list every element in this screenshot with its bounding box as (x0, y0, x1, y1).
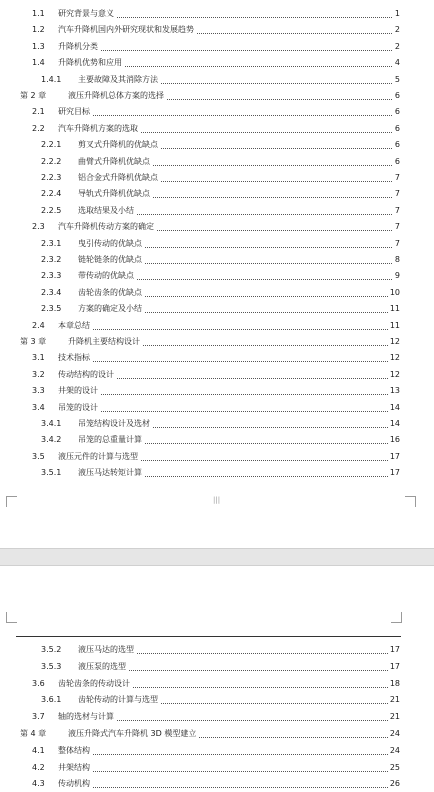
toc-entry-title: 研究目标 (58, 104, 92, 120)
toc-entry[interactable] (0, 676, 434, 692)
toc-entry-title: 齿轮传动的计算与选型 (78, 692, 160, 708)
toc-entry-number: 第 2 章 (20, 91, 47, 100)
toc-entry-number: 2.3.2 (41, 255, 62, 264)
toc-entry-title: 液压升降机总体方案的选择 (68, 88, 166, 104)
page-split-handle[interactable]: ||| (213, 496, 221, 504)
toc-entry[interactable] (0, 642, 434, 658)
toc-page-number: 17 (388, 642, 400, 658)
toc-page-number: 14 (388, 416, 400, 432)
toc-page-number: 12 (388, 367, 400, 383)
toc-page-number: 1 (393, 6, 400, 22)
toc-page-number: 7 (393, 236, 400, 252)
toc-entry[interactable] (0, 170, 434, 186)
toc-entry-number: 2.4 (32, 320, 45, 330)
toc-page-number: 11 (388, 318, 400, 334)
toc-entry-title: 主要故障及其消除方法 (78, 72, 160, 88)
toc-entry[interactable] (0, 301, 434, 317)
toc-dot-leader (58, 394, 398, 395)
toc-entry-number: 3.5 (32, 451, 45, 461)
toc-page-number: 8 (393, 252, 400, 268)
toc-entry[interactable] (0, 776, 434, 792)
toc-entry[interactable] (0, 350, 434, 366)
toc-entry-number: 2.3.4 (41, 287, 62, 297)
toc-entry[interactable] (0, 449, 434, 465)
page-gap (0, 548, 434, 566)
toc-entry-number: 3.3 (32, 386, 45, 396)
toc-entry-title: 吊笼的总重量计算 (78, 432, 144, 448)
toc-entry-number: 3.1 (32, 353, 45, 363)
toc-page-number: 17 (388, 465, 400, 481)
toc-entry-title: 本章总结 (58, 318, 92, 334)
toc-entry-number: 3.6.1 (41, 695, 62, 705)
toc-entry-number: 2.3.5 (41, 304, 62, 314)
page-corner-mark (391, 612, 402, 623)
toc-entry-title: 曲臂式升降机优缺点 (78, 154, 152, 170)
toc-page-number: 17 (388, 449, 400, 465)
toc-page-number: 16 (388, 432, 400, 448)
toc-entry[interactable] (0, 154, 434, 170)
toc-entry-title: 导轨式升降机优缺点 (78, 186, 152, 202)
toc-entry[interactable] (0, 252, 434, 268)
header-rule (16, 636, 401, 637)
toc-page-number: 12 (388, 334, 400, 350)
toc-page-number: 2 (393, 22, 400, 38)
toc-entry-number: 2.2.3 (41, 173, 62, 182)
toc-entry-number: 2.3.3 (41, 271, 62, 281)
toc-entry-title: 带传动的优缺点 (78, 268, 136, 284)
toc-entry-title: 传动结构的设计 (58, 367, 116, 383)
toc-page-number: 9 (393, 268, 400, 284)
toc-page-number: 26 (388, 776, 400, 792)
toc-entry-number: 1.1 (32, 9, 45, 18)
toc-entry[interactable] (0, 383, 434, 399)
toc-entry[interactable] (0, 400, 434, 416)
toc-entry-number: 2.3 (32, 222, 45, 232)
toc-dot-leader (58, 787, 398, 788)
toc-entry[interactable] (0, 416, 434, 432)
toc-entry[interactable] (0, 72, 434, 88)
toc-entry[interactable] (0, 659, 434, 675)
toc-page-number: 7 (393, 203, 400, 219)
toc-entry-title: 液压马达转矩计算 (78, 465, 144, 481)
toc-entry-title: 井架结构 (58, 760, 92, 776)
toc-entry-number: 第 4 章 (20, 729, 47, 738)
toc-entry-number: 2.2.4 (41, 189, 62, 199)
toc-entry[interactable] (0, 55, 434, 71)
toc-entry[interactable] (0, 268, 434, 284)
toc-entry[interactable] (0, 367, 434, 383)
toc-entry-number: 2.2 (32, 123, 45, 133)
toc-dot-leader (58, 115, 398, 116)
toc-entry-title: 井架的设计 (58, 383, 100, 399)
toc-entry-title: 轴的选材与计算 (58, 709, 116, 725)
toc-entry-number: 3.4.1 (41, 419, 62, 428)
toc-entry[interactable] (0, 88, 434, 104)
toc-entry-title: 整体结构 (58, 743, 92, 759)
toc-entry-number: 3.2 (32, 369, 45, 379)
toc-page-number: 21 (388, 692, 400, 708)
toc-page-number: 11 (388, 301, 400, 317)
toc-entry[interactable] (0, 236, 434, 252)
toc-entry-number: 1.2 (32, 25, 45, 35)
toc-entry[interactable] (0, 186, 434, 202)
toc-entry-title: 液压马达的选型 (78, 642, 136, 658)
toc-entry[interactable] (0, 285, 434, 301)
toc-dot-leader (58, 754, 398, 755)
toc-page-number: 6 (393, 154, 400, 170)
toc-entry-number: 4.2 (32, 762, 45, 772)
toc-dot-leader (58, 329, 398, 330)
toc-entry-number: 1.4 (32, 58, 45, 68)
toc-entry-number: 4.3 (32, 779, 45, 789)
toc-page-number: 5 (393, 72, 400, 88)
toc-entry-title: 剪叉式升降机的优缺点 (78, 137, 160, 153)
toc-entry-number: 3.7 (32, 712, 45, 722)
toc-entry-number: 1.3 (32, 41, 45, 51)
page-corner-mark (6, 496, 17, 507)
toc-entry-number: 2.2.1 (41, 140, 62, 150)
toc-entry[interactable] (0, 760, 434, 776)
toc-entry[interactable] (0, 743, 434, 759)
toc-entry-title: 汽车升降机国内外研究现状和发展趋势 (58, 22, 196, 38)
toc-entry-number: 3.4 (32, 402, 45, 412)
toc-entry-title: 齿轮齿条的传动设计 (58, 676, 132, 692)
toc-entry-title: 吊笼的设计 (58, 400, 100, 416)
toc-entry-title: 升降机主要结构设计 (68, 334, 142, 350)
toc-entry-number: 3.4.2 (41, 435, 62, 445)
document-page-2 (0, 566, 434, 787)
toc-entry[interactable] (0, 219, 434, 235)
toc-entry-number: 4.1 (32, 745, 45, 755)
toc-entry-title: 传动机构 (58, 776, 92, 792)
toc-page-number: 10 (388, 285, 400, 301)
toc-entry[interactable] (0, 104, 434, 120)
toc-entry-title: 技术指标 (58, 350, 92, 366)
toc-page-number: 6 (393, 137, 400, 153)
toc-page-number: 6 (393, 121, 400, 137)
toc-entry-title: 升降机分类 (58, 39, 100, 55)
toc-entry-title: 吊笼结构设计及选材 (78, 416, 152, 432)
toc-entry-title: 方案的确定及小结 (78, 301, 144, 317)
page-corner-mark (405, 496, 416, 507)
toc-page-number: 18 (388, 676, 400, 692)
toc-entry-number: 2.2.2 (41, 156, 62, 166)
toc-entry[interactable] (0, 692, 434, 708)
toc-entry-number: 1.4.1 (41, 74, 62, 84)
toc-entry-number: 第 3 章 (20, 337, 47, 346)
toc-page-number: 4 (393, 55, 400, 71)
toc-entry-title: 升降机优势和应用 (58, 55, 124, 71)
toc-entry-number: 3.5.1 (41, 468, 62, 478)
toc-dot-leader (58, 411, 398, 412)
toc-entry-title: 研究背景与意义 (58, 6, 116, 22)
toc-entry[interactable] (0, 432, 434, 448)
toc-entry-title: 齿轮齿条的优缺点 (78, 285, 144, 301)
toc-page-number: 7 (393, 170, 400, 186)
toc-entry-title: 汽车升降机方案的选取 (58, 121, 140, 137)
toc-entry[interactable] (0, 6, 434, 22)
toc-page-number: 24 (388, 726, 400, 742)
toc-entry-number: 2.3.1 (41, 238, 62, 248)
toc-page-number: 17 (388, 659, 400, 675)
toc-page-number: 24 (388, 743, 400, 759)
toc-page-number: 25 (388, 760, 400, 776)
toc-entry[interactable] (0, 203, 434, 219)
toc-page-number: 6 (393, 104, 400, 120)
toc-page-number: 7 (393, 219, 400, 235)
toc-entry-title: 液压升降式汽车升降机 3D 模型建立 (68, 726, 198, 742)
toc-entry-title: 选取结果及小结 (78, 203, 136, 219)
toc-page-number: 13 (388, 383, 400, 399)
toc-entry-title: 链轮链条的优缺点 (78, 252, 144, 268)
toc-entry-number: 3.5.3 (41, 661, 62, 671)
toc-entry-title: 液压元件的计算与选型 (58, 449, 140, 465)
toc-entry[interactable] (0, 22, 434, 38)
toc-dot-leader (58, 361, 398, 362)
toc-entry[interactable] (0, 709, 434, 725)
toc-entry[interactable] (0, 318, 434, 334)
toc-entry-title: 铝合金式升降机优缺点 (78, 170, 160, 186)
toc-page-number: 14 (388, 400, 400, 416)
toc-dot-leader (58, 50, 398, 51)
toc-entry[interactable] (0, 465, 434, 481)
toc-dot-leader (58, 771, 398, 772)
toc-entry[interactable] (0, 726, 434, 742)
toc-entry-title: 汽车升降机传动方案的确定 (58, 219, 156, 235)
toc-entry-number: 2.2.5 (41, 205, 62, 215)
toc-entry[interactable] (0, 121, 434, 137)
toc-page-number: 6 (393, 88, 400, 104)
toc-entry-title: 曳引传动的优缺点 (78, 236, 144, 252)
toc-page-number: 12 (388, 350, 400, 366)
toc-page-number: 21 (388, 709, 400, 725)
page-corner-mark (6, 612, 17, 623)
toc-entry-number: 2.1 (32, 107, 45, 117)
toc-page-number: 7 (393, 186, 400, 202)
toc-entry[interactable] (0, 39, 434, 55)
toc-entry-title: 液压泵的选型 (78, 659, 128, 675)
toc-entry-number: 3.6 (32, 678, 45, 688)
toc-entry[interactable] (0, 334, 434, 350)
toc-entry[interactable] (0, 137, 434, 153)
toc-page-number: 2 (393, 39, 400, 55)
toc-entry-number: 3.5.2 (41, 645, 62, 654)
